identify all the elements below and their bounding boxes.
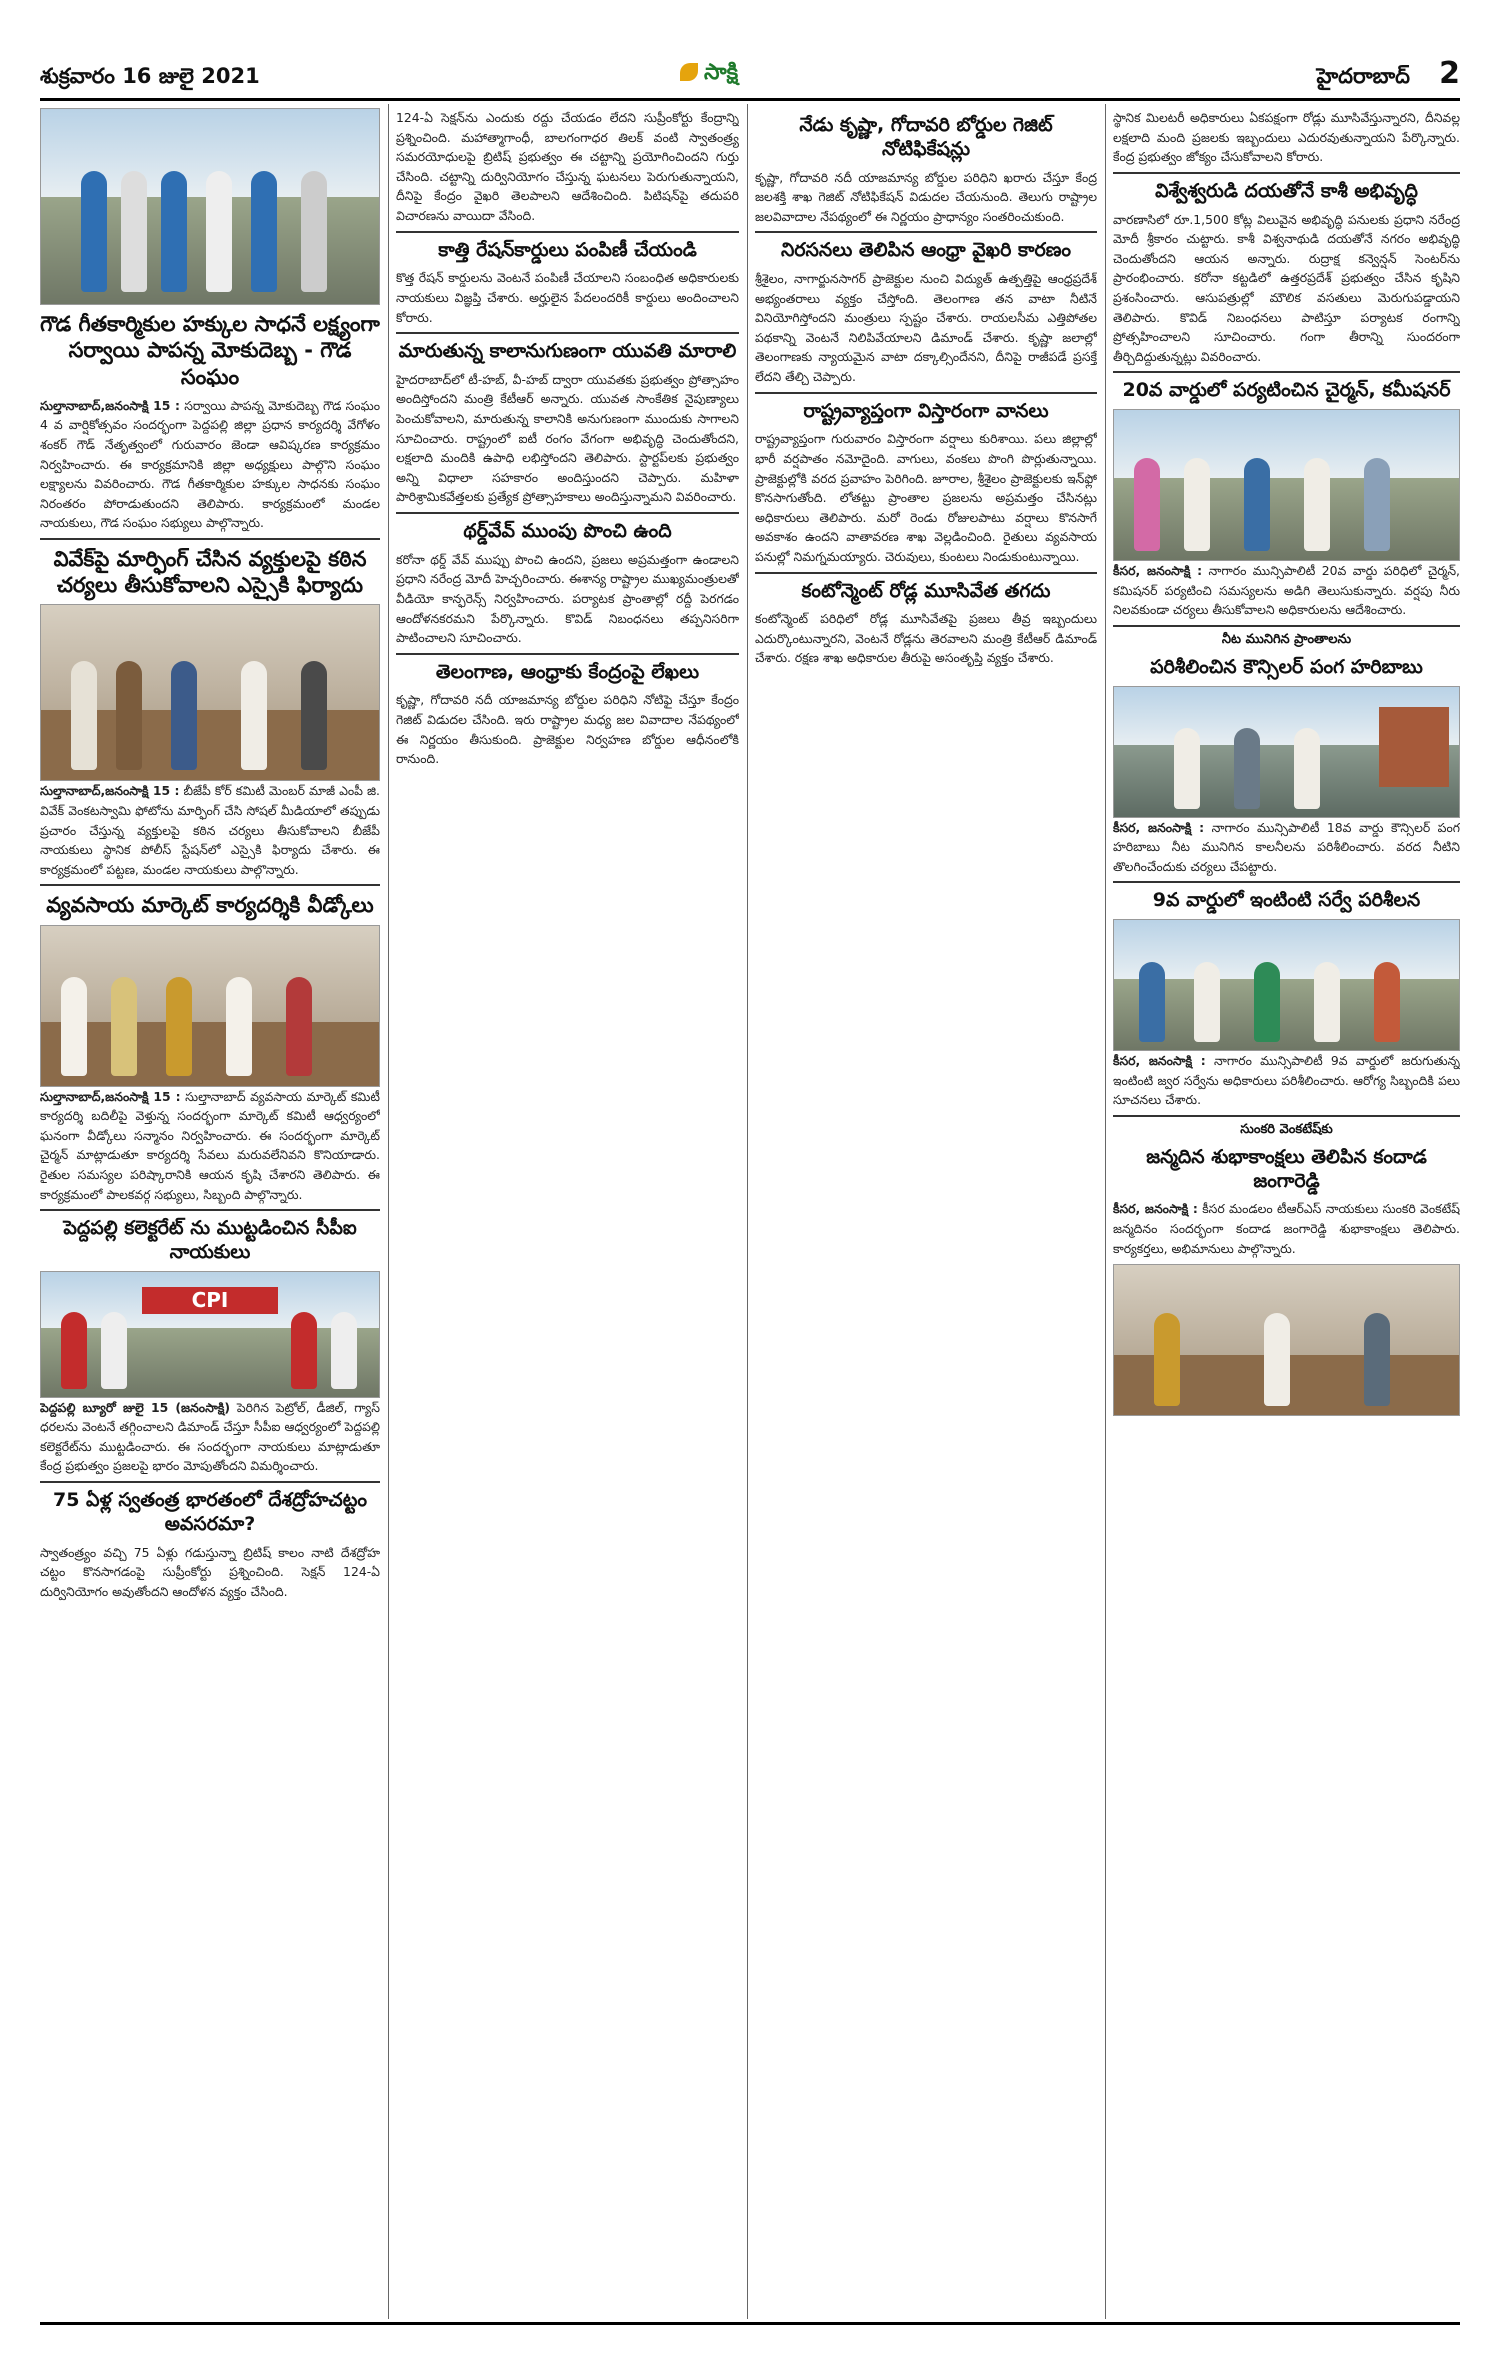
headline-rains: రాష్ట్రవ్యాప్తంగా విస్తారంగా వానలు xyxy=(803,399,1049,422)
dateline: పెద్దపల్లి బ్యూరో జులై 15 (జనంసాక్షి) xyxy=(40,1399,230,1415)
dateline: కీసర, జనంసాక్షి : xyxy=(1113,1053,1206,1069)
article-cantonment-cont: స్థానిక మిలటరీ అధికారులు ఏకపక్షంగా రోడ్లు మూసివేస్తున్నారని, దీనివల్ల లక్షలాది మంది ప్రజలకు ఇబ్బందులు ఎదురవుతున్నాయని పేర్కొన్నారు. కేంద్ర ప్రభుత్వం జోక్యం చేసుకోవాలని కోరారు. xyxy=(1113,110,1460,165)
paper-name: సాక్షి xyxy=(704,60,739,85)
column-1 xyxy=(40,108,380,2318)
column-2 xyxy=(396,108,739,2318)
divider xyxy=(40,884,380,886)
article-text: నాగారం మున్సిపాలిటీ 9వ వార్డులో జరుగుతున్న ఇంటింటి జ్వర సర్వేను అధికారులు పరిశీలించారు. ఆరోగ్య సిబ్బందికి పలు సూచనలు చేశారు. xyxy=(1113,1053,1460,1108)
article-kashi: వారణాసిలో రూ.1,500 కోట్ల విలువైన అభివృద్ధి పనులకు ప్రధాని నరేంద్ర మోదీ శ్రీకారం చుట్టారు. కాశీ విశ్వనాథుడి దయతోనే నగరం అభివృద్ధి చెందుతోందని ఆయన అన్నారు. రుద్రాక్ష కన్వెన్షన్ సెంటర్‌ను ప్రారంభించారు. కరోనా కట్టడిలో ఉత్తరప్రదేశ్ ప్రభుత్వం చేసిన కృషిని ప్రశంసించారు. ఆసుపత్రుల్లో మౌలిక వసతులు మెరుగుపడ్డాయని తెలిపారు. కొవిడ్ నిబంధనలు పాటిస్తూ పర్యాటక రంగాన్ని ప్రోత్సహించాలని సూచించారు. గంగా తీరాన్ని సుందరంగా తీర్చిదిద్దుతున్నట్లు వివరించారు. xyxy=(1113,211,1460,364)
page-number: 2 xyxy=(1439,56,1460,91)
headline-gowda: గౌడ గీతకార్మికుల హక్కుల సాధనే లక్ష్యంగా సర్వాయి పాపన్న మోకుదెబ్బ - గౌడ సంఘం xyxy=(40,312,380,389)
headline-third-wave: థర్డ్‌వేవ్ ముంపు పొంచి ఉంది xyxy=(463,520,672,542)
photo-market-farewell xyxy=(40,925,380,1087)
divider xyxy=(1113,881,1460,883)
masthead-rule xyxy=(40,98,1460,101)
article-youth: హైదరాబాద్‌లో టీ-హబ్, వీ-హబ్ ద్వారా యువతకు ప్రభుత్వం ప్రోత్సాహం అందిస్తోందని మంత్రి కేటీఆర్ అన్నారు. యువత సాంకేతిక నైపుణ్యాలు పెంచుకోవాలని, మారుతున్న కాలానికి అనుగుణంగా ముందుకు సాగాలని సూచించారు. రాష్ట్రంలో ఐటీ రంగం వేగంగా అభివృద్ధి చెందుతోందని, లక్షలాది మందికి ఉపాధి లభిస్తోందని తెలిపారు. స్టార్టప్‌లకు ప్రభుత్వం అన్ని విధాలా సహకారం అందిస్తుందని చెప్పారు. మహిళా పారిశ్రామికవేత్తలకు ప్రత్యేక ప్రోత్సాహకాలు అందిస్తున్నామని వివరించారు. xyxy=(396,371,739,505)
footer-rule xyxy=(40,2322,1460,2325)
article-text: సర్వాయి పాపన్న మోకుదెబ్బ గౌడ సంఘం 4 వ వార్షికోత్సవం సందర్భంగా పెద్దపల్లి జిల్లా ప్రధాన కార్యదర్శి వేగోళం శంకర్ గౌడ్ నేతృత్వంలో గురువారం జెండా ఆవిష్కరణ కార్యక్రమం నిర్వహించారు. ఈ కార్యక్రమానికి జిల్లా అధ్యక్షులు పాల్గొని సంఘం లక్ష్యాలను వివరించారు. గౌడ గీతకార్మికుల హక్కుల సాధనకు సంఘం నిరంతరం పోరాడుతుందని తెలిపారు. కార్యక్రమంలో మండల నాయకులు, గౌడ సంఘం సభ్యులు పాల్గొన్నారు. xyxy=(40,397,380,531)
column-4 xyxy=(1113,108,1460,2318)
divider xyxy=(1113,625,1460,627)
article-text: సుల్తానాబాద్ వ్యవసాయ మార్కెట్ కమిటీ కార్యదర్శి బదిలీపై వెళ్తున్న సందర్భంగా మార్కెట్ కమిటీ ఆధ్వర్యంలో ఘనంగా వీడ్కోలు సన్మానం నిర్వహించారు. ఈ సందర్భంగా మార్కెట్ చైర్మన్ మాట్లాడుతూ కార్యదర్శి సేవలు మరువలేనివని కొనియాడారు. రైతుల సమస్యల పరిష్కారానికి ఆయన కృషి చేశారని తెలిపారు. ఈ కార్యక్రమంలో పాలకవర్గ సభ్యులు, సిబ్బంది పాల్గొన్నారు. xyxy=(40,1088,380,1202)
divider xyxy=(396,653,739,655)
article-rains: రాష్ట్రవ్యాప్తంగా గురువారం విస్తారంగా వర్షాలు కురిశాయి. పలు జిల్లాల్లో భారీ వర్షపాతం నమోదైంది. వాగులు, వంకలు పొంగి పొర్లుతున్నాయి. ప్రాజెక్టుల్లోకి వరద ప్రవాహం పెరిగింది. జూరాల, శ్రీశైలం ప్రాజెక్టులకు ఇన్‌ఫ్లో కొనసాగుతోంది. లోతట్టు ప్రాంతాల ప్రజలను అప్రమత్తం చేసినట్లు అధికారులు తెలిపారు. మరో రెండు రోజులపాటు వర్షాలు కొనసాగే అవకాశం ఉందని వాతావరణ శాఖ వెల్లడించింది. రైతులు వ్యవసాయ పనుల్లో నిమగ్నమయ్యారు. చెరువులు, కుంటలు నిండుకుంటున్నాయి. xyxy=(755,431,1097,564)
article-gazette: కృష్ణా, గోదావరి నదీ యాజమాన్య బోర్డుల పరిధిని ఖరారు చేస్తూ కేంద్ర జలశక్తి శాఖ గెజిట్ నోటిఫికేషన్ విడుదల చేయనుంది. తెలుగు రాష్ట్రాల జలవివాదాల నేపథ్యంలో ఈ నిర్ణయం ప్రాధాన్యం సంతరించుకుంది. xyxy=(755,169,1097,224)
dateline: కీసర, జనంసాక్షి : xyxy=(1113,819,1205,835)
headline-cantonment: కంటోన్మెంట్ రోడ్ల మూసివేత తగదు xyxy=(801,579,1051,602)
headline-cpi: పెద్దపల్లి కలెక్టరేట్ ను ముట్టడించిన సీపీఐ నాయకులు xyxy=(63,1217,357,1263)
dateline: సుల్తానాబాద్,జనంసాక్షి 15 : xyxy=(40,397,180,413)
article-text: నాగారం మున్సిపాలిటీ 18వ వార్డు కౌన్సిలర్ పంగ హరిబాబు నీట మునిగిన కాలనీలను పరిశీలించారు. వరద నీటిని తొలగించేందుకు చర్యలు చేపట్టారు. xyxy=(1113,819,1460,874)
logo-leaf-icon xyxy=(680,63,698,81)
photo-gowda-sangham xyxy=(40,108,380,305)
article-birthday xyxy=(1113,1199,1460,1258)
headline-flooded: పరిశీలించిన కౌన్సిలర్ పంగ హరిబాబు xyxy=(1150,655,1423,678)
headline-birthday: జన్మదిన శుభాకాంక్షలు తెలిపిన కందాడ జంగారెడ్డి xyxy=(1146,1145,1427,1192)
column-divider xyxy=(388,104,389,2319)
article-letters: కృష్ణా, గోదావరి నదీ యాజమాన్య బోర్డుల పరిధిని నోటిఫై చేస్తూ కేంద్రం గెజిట్ విడుదల చేసింది. ఇరు రాష్ట్రాల మధ్య జల వివాదాల నేపథ్యంలో ఈ నిర్ణయం తీసుకుంది. ప్రాజెక్టుల నిర్వహణ బోర్డుల ఆధీనంలోకి రానుంది. xyxy=(396,692,739,767)
cpi-banner: CPI xyxy=(142,1287,277,1315)
divider xyxy=(40,1209,380,1211)
masthead xyxy=(40,56,1460,98)
dateline: సుల్తానాబాద్,జనంసాక్షి 15 : xyxy=(40,783,180,799)
article-ward-20 xyxy=(1113,561,1460,620)
divider xyxy=(1113,1115,1460,1117)
article-vivek xyxy=(40,781,380,879)
article-third-wave: కరోనా థర్డ్ వేవ్ ముప్పు పొంచి ఉందని, ప్రజలు అప్రమత్తంగా ఉండాలని ప్రధాని నరేంద్ర మోదీ హెచ్చరించారు. ఈశాన్య రాష్ట్రాల ముఖ్యమంత్రులతో వీడియో కాన్ఫరెన్స్ నిర్వహించారు. పర్యాటక ప్రాంతాల్లో రద్దీ పెరగడం ఆందోళనకరమని పేర్కొన్నారు. కొవిడ్ నిబంధనలు తప్పనిసరిగా పాటించాలని సూచించారు. xyxy=(396,551,739,646)
article-gowda xyxy=(40,396,380,533)
column-divider xyxy=(747,104,748,2319)
divider xyxy=(396,231,739,233)
article-flooded xyxy=(1113,818,1460,877)
kicker-flooded: నీట మునిగిన ప్రాంతాలను xyxy=(1221,631,1352,647)
article-cpi xyxy=(40,1398,380,1476)
photo-cpi-protest xyxy=(40,1271,380,1398)
headline-kashi: విశ్వేశ్వరుడి దయతోనే కాశీ అభివృద్ధి xyxy=(1155,179,1418,202)
article-ward-9 xyxy=(1113,1051,1460,1110)
headline-ward-20: 20వ వార్డులో పర్యటించిన చైర్మన్, కమీషనర్ xyxy=(1122,379,1451,402)
divider xyxy=(755,572,1097,574)
divider xyxy=(396,512,739,514)
photo-ward-20-visit xyxy=(1113,409,1460,561)
article-text: పెరిగిన పెట్రోల్, డీజిల్, గ్యాస్ ధరలను వెంటనే తగ్గించాలని డిమాండ్ చేస్తూ సీపీఐ ఆధ్వర్యంలో పెద్దపల్లి కలెక్టరేట్‌ను ముట్టడించారు. ఈ సందర్భంగా నాయకులు మాట్లాడుతూ కేంద్ర ప్రభుత్వం ప్రజలపై భారం మోపుతోందని విమర్శించారు. xyxy=(40,1399,380,1474)
divider xyxy=(40,1481,380,1483)
divider xyxy=(40,538,380,540)
edition-city: హైదరాబాద్ xyxy=(1316,64,1410,88)
paper-logo xyxy=(680,60,738,90)
photo-ward-9-survey xyxy=(1113,919,1460,1051)
headline-andhra-stance: నిరసనలు తెలిపిన ఆంధ్రా వైఖరి కారణం xyxy=(780,239,1072,262)
article-ration: కొత్త రేషన్ కార్డులను వెంటనే పంపిణీ చేయాలని సంబంధిత అధికారులకు నాయకులు విజ్ఞప్తి చేశారు. అర్హులైన పేదలందరికీ కార్డులు అందించాలని కోరారు. xyxy=(396,270,739,325)
issue-date: శుక్రవారం 16 జులై 2021 xyxy=(40,64,260,88)
divider xyxy=(1113,172,1460,174)
photo-flooded-colony xyxy=(1113,686,1460,818)
divider xyxy=(1113,371,1460,373)
kicker-birthday: సుంకరి వెంకటేష్‌కు xyxy=(1240,1121,1333,1137)
photo-police-complaint xyxy=(40,604,380,781)
dateline: సుల్తానాబాద్,జనంసాక్షి 15 : xyxy=(40,1088,181,1104)
headline-market: వ్యవసాయ మార్కెట్ కార్యదర్శికి వీడ్కోలు xyxy=(46,893,374,918)
column-divider xyxy=(1105,104,1106,2319)
article-andhra-stance: శ్రీశైలం, నాగార్జునసాగర్ ప్రాజెక్టుల నుంచి విద్యుత్ ఉత్పత్తిపై ఆంధ్రప్రదేశ్ అభ్యంతరాలు వ్యక్తం చేస్తోంది. తెలంగాణ తన వాటా నీటినే వినియోగిస్తోందని మంత్రులు స్పష్టం చేశారు. రాయలసీమ ఎత్తిపోతల పథకాన్ని వెంటనే నిలిపివేయాలని డిమాండ్ చేశారు. కృష్ణా జలాల్లో తెలంగాణకు న్యాయమైన వాటా దక్కాల్సిందేనని, దీనిపై రాజీపడే ప్రసక్తే లేదని తేల్చి చెప్పారు. xyxy=(755,271,1097,384)
divider xyxy=(755,392,1097,394)
dateline: కీసర, జనంసాక్షి : xyxy=(1113,563,1203,579)
article-cantonment: కంటోన్మెంట్ పరిధిలో రోడ్ల మూసివేతపై ప్రజలు తీవ్ర ఇబ్బందులు ఎదుర్కొంటున్నారని, వెంటనే రోడ్లను తెరవాలని మంత్రి కేటీఆర్ డిమాండ్ చేశారు. రక్షణ శాఖ అధికారుల తీరుపై అసంతృప్తి వ్యక్తం చేశారు. xyxy=(755,611,1097,666)
column-3 xyxy=(755,108,1097,2318)
divider xyxy=(755,231,1097,233)
article-sedition: స్వాతంత్ర్యం వచ్చి 75 ఏళ్లు గడుస్తున్నా బ్రిటిష్ కాలం నాటి దేశద్రోహ చట్టం కొనసాగడంపై సుప్రీంకోర్టు ప్రశ్నించింది. సెక్షన్ 124-ఏ దుర్వినియోగం అవుతోందని ఆందోళన వ్యక్తం చేసింది. xyxy=(40,1544,380,1599)
headline-ration: కాత్తి రేషన్‌కార్డులు పంపిణీ చేయండి xyxy=(438,238,697,261)
article-text: నాగారం మున్సిపాలిటీ 20వ వార్డు పరిధిలో చైర్మన్, కమిషనర్ పర్యటించి సమస్యలను అడిగి తెలుసుకున్నారు. వర్షపు నీరు నిలవకుండా చర్యలు తీసుకోవాలని అధికారులను ఆదేశించారు. xyxy=(1113,563,1460,618)
article-market xyxy=(40,1087,380,1205)
headline-letters: తెలంగాణ, ఆంధ్రాకు కేంద్రంపై లేఖలు xyxy=(435,660,700,683)
article-text: కీసర మండలం టీఆర్‌ఎస్ నాయకులు సుంకరి వెంకటేష్ జన్మదినం సందర్భంగా కందాడ జంగారెడ్డి శుభాకాంక్షలు తెలిపారు. కార్యకర్తలు, అభిమానులు పాల్గొన్నారు. xyxy=(1113,1201,1460,1256)
headline-ward-9: 9వ వార్డులో ఇంటింటి సర్వే పరిశీలన xyxy=(1152,889,1421,912)
headline-sedition: 75 ఏళ్ల స్వతంత్ర భారతంలో దేశద్రోహచట్టం అవసరమా? xyxy=(52,1489,368,1535)
article-sedition-cont: 124-ఏ సెక్షన్‌ను ఎందుకు రద్దు చేయడం లేదని సుప్రీంకోర్టు కేంద్రాన్ని ప్రశ్నించింది. మహాత్మాగాంధీ, బాలగంగాధర తిలక్ వంటి స్వాతంత్ర్య సమరయోధులపై బ్రిటిష్ ప్రభుత్వం ఈ చట్టాన్ని ప్రయోగించిందని గుర్తు చేసింది. చట్టాన్ని దుర్వినియోగం చేస్తున్న ఘటనలు పెరుగుతున్నాయని, దీనిపై కేంద్రం వైఖరి తెలపాలని ఆదేశించింది. పిటిషన్‌పై తదుపరి విచారణను వాయిదా వేసింది. xyxy=(396,110,739,223)
divider xyxy=(396,332,739,334)
article-text: బీజేపీ కోర్ కమిటీ మెంబర్ మాజీ ఎంపీ జి. వివేక్ వెంకటస్వామి ఫోటోను మార్ఫింగ్ చేసి సోషల్ మీడియాలో తప్పుడు ప్రచారం చేస్తున్న వ్యక్తులపై కఠిన చర్యలు తీసుకోవాలని బీజేపీ నాయకులు స్థానిక పోలీస్ స్టేషన్‌లో ఎస్సైకి ఫిర్యాదు చేశారు. ఈ కార్యక్రమంలో పట్టణ, మండల నాయకులు పాల్గొన్నారు. xyxy=(40,783,380,877)
photo-birthday xyxy=(1113,1264,1460,1416)
headline-youth: మారుతున్న కాలానుగుణంగా యువతి మారాలి xyxy=(398,340,737,363)
headline-vivek: వివేక్‌పై మార్ఫింగ్ చేసిన వ్యక్తులపై కఠిన చర్యలు తీసుకోవాలని ఎస్సైకి ఫిర్యాదు xyxy=(53,546,367,598)
headline-gazette: నేడు కృష్ణా, గోదావరి బోర్డుల గెజిట్ నోటిఫికేషన్లు xyxy=(799,114,1053,160)
dateline: కీసర, జనంసాక్షి : xyxy=(1113,1201,1198,1217)
